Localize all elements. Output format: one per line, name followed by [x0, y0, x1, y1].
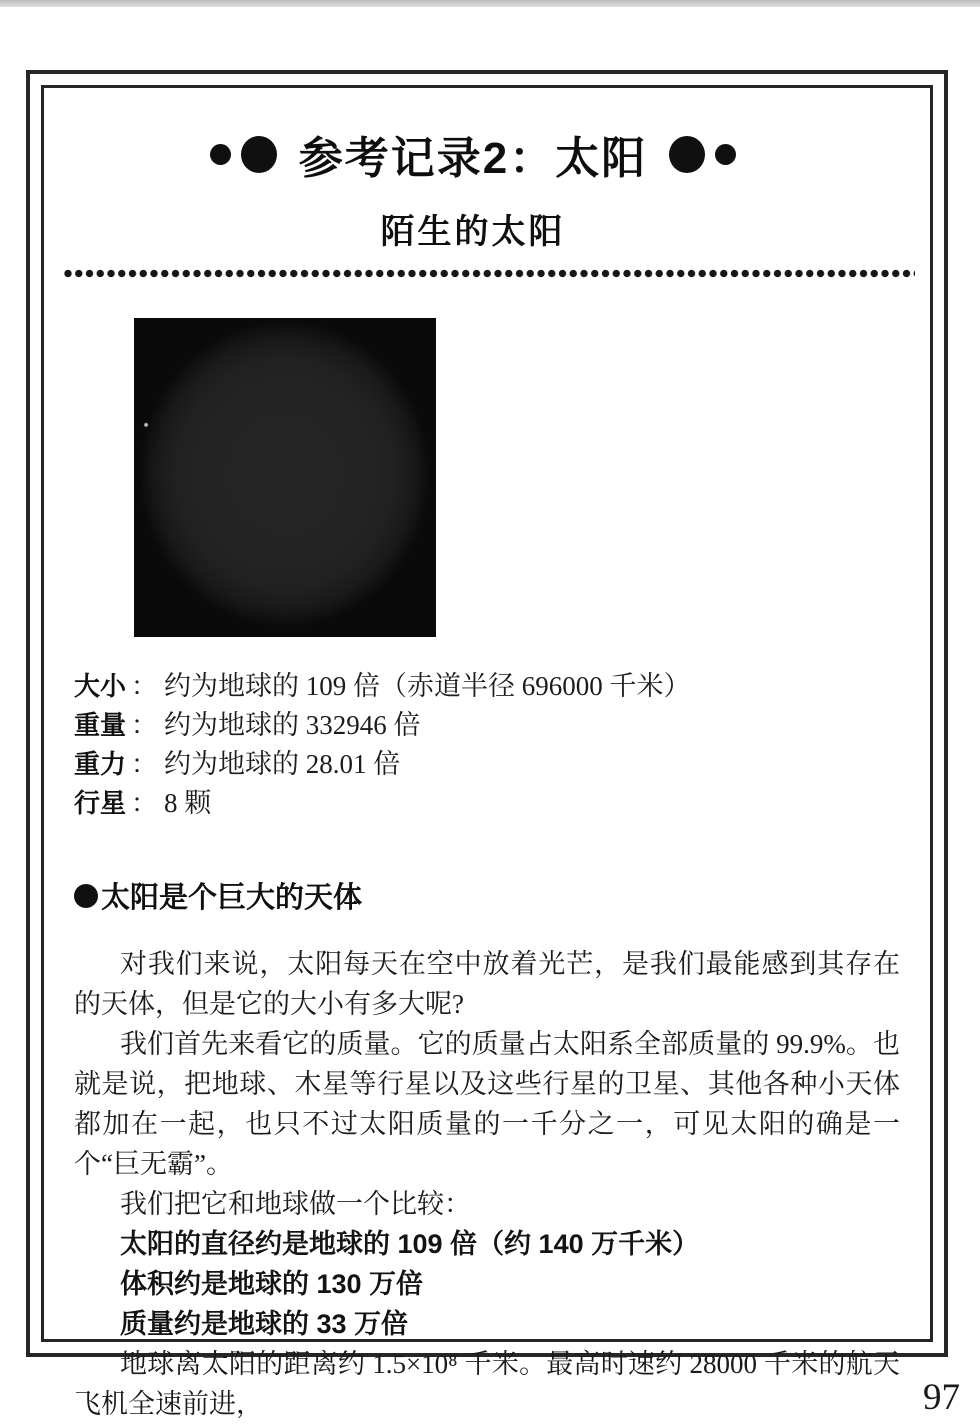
paragraph: 我们首先来看它的质量。它的质量占太阳系全部质量的 99.9%。也就是说，把地球、木星等行星以及这些行星的卫星、其他各种小天体都加在一起，也只不过太阳质量的一千分之一，可见太阳的确是一个“巨无霸”。	[74, 1029, 900, 1179]
bullet-dot-large-icon	[241, 136, 277, 173]
section-heading-text: 太阳是个巨大的天体	[101, 882, 363, 914]
fact-label: 大小	[74, 671, 127, 701]
fact-label: 行星	[74, 788, 127, 818]
fact-value: 约为地球的 109 倍（赤道半径 696000 千米）	[164, 671, 691, 701]
dotted-divider	[63, 269, 915, 278]
paragraph: 我们把它和地球做一个比较：	[120, 1189, 471, 1219]
fact-label: 重力	[74, 749, 127, 779]
page-title-row	[60, 122, 886, 186]
title-right-dots	[669, 136, 736, 173]
comparison-line-volume: 体积约是地球的 130 万倍	[120, 1269, 424, 1299]
bullet-dot-small-icon	[210, 144, 231, 165]
paragraph: 地球离太阳的距离约 1.5×10⁸ 千米。最高时速约 28000 千米的航天飞机全速前进，	[74, 1349, 900, 1419]
fact-value: 约为地球的 28.01 倍	[164, 749, 401, 779]
page-title: 参考记录2：太阳	[298, 134, 648, 183]
fact-separator: ：	[131, 711, 158, 740]
fact-label: 重量	[74, 710, 127, 740]
page-content	[44, 122, 930, 1424]
fact-value: 8 颗	[164, 788, 212, 818]
fact-separator: ：	[131, 672, 158, 701]
fact-row-gravity	[74, 745, 900, 784]
bullet-dot-large-icon	[669, 136, 705, 173]
page-number: 97	[923, 1377, 960, 1418]
fact-separator: ：	[131, 789, 158, 818]
page-subtitle: 陌生的太阳	[380, 213, 566, 251]
comparison-line-diameter: 太阳的直径约是地球的 109 倍（约 140 万千米）	[120, 1229, 700, 1259]
page-inner-border	[41, 85, 933, 1419]
paragraph: 对我们来说，太阳每天在空中放着光芒，是我们最能感到其存在的天体，但是它的大小有多大呢?	[74, 949, 900, 1019]
title-left-dots	[210, 136, 277, 173]
fact-row-weight	[74, 706, 900, 745]
scan-edge-artifact	[0, 0, 980, 7]
fact-value: 约为地球的 332946 倍	[164, 710, 421, 740]
fact-row-planets	[74, 784, 900, 823]
fact-row-size	[74, 667, 900, 706]
fact-separator: ：	[131, 750, 158, 779]
facts-list	[74, 667, 900, 823]
section-bullet-icon	[74, 884, 98, 908]
sun-photo	[134, 318, 436, 637]
section-heading	[74, 875, 900, 916]
body-text	[74, 944, 900, 1424]
comparison-line-mass: 质量约是地球的 33 万倍	[120, 1309, 409, 1339]
bullet-dot-small-icon	[715, 144, 736, 165]
